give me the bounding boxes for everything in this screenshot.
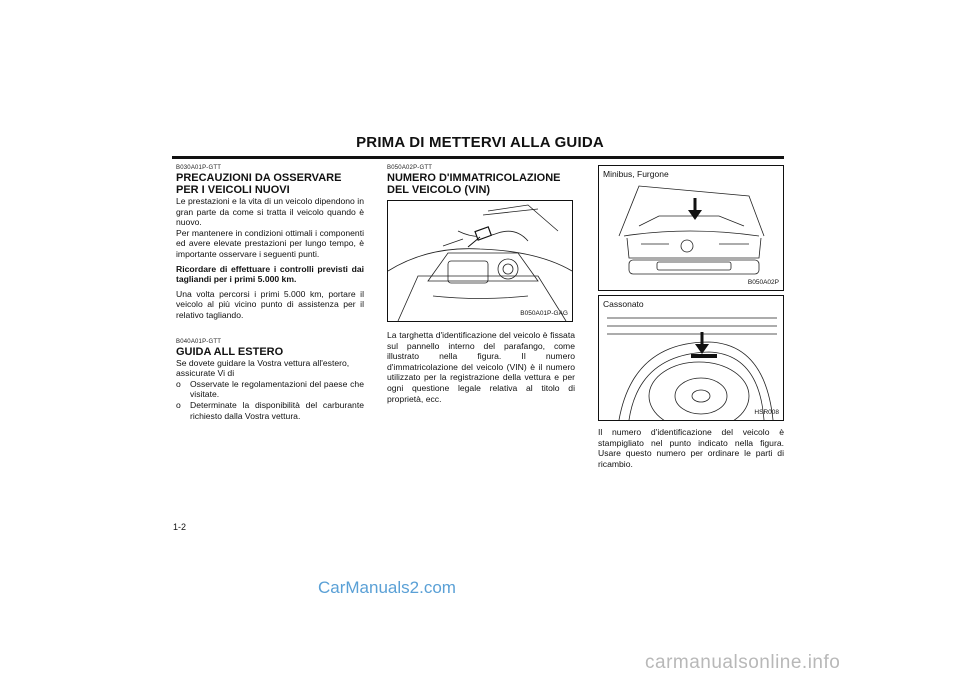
title-rule (172, 156, 784, 159)
paragraph: La targhetta d'identificazione del veicolo è fissata sul pannello interno del parafango, come illustrato nella figura. Il numero d'immatricolazione del veicolo (VIN) è il numero utilizzato per la registrazione della vettura e per ogni questione legale relativa al titolo di proprietà, ecc. (387, 330, 575, 404)
column-1 (176, 165, 364, 421)
bullet-mark: o (176, 378, 181, 389)
section-heading-precauzioni: PRECAUZIONI DA OSSERVARE PER I VEICOLI NUOVI (176, 172, 342, 196)
paragraph-bold: Ricordare di effettuare i controlli previsti dai tagliandi per i primi 5.000 km. (176, 263, 364, 285)
watermark-right[interactable]: carmanualsonline.info (645, 652, 841, 673)
paragraph: Le prestazioni e la vita di un veicolo dipendono in gran parte da come si tratta il veicolo quando è nuovo. (176, 196, 364, 228)
page-title: PRIMA DI METTERVI ALLA GUIDA (356, 134, 604, 151)
minibus-illustration (599, 166, 783, 290)
section-code: B040A01P-GTT (176, 338, 222, 345)
figure-label: Minibus, Furgone (603, 169, 669, 179)
list-item (176, 400, 364, 421)
list-item (176, 379, 364, 400)
paragraph: Per mantenere in condizioni ottimali i componenti ed avere elevate prestazioni per lungo tempo, è importante osservare i seguenti punti. (176, 227, 364, 259)
section-code: B050A02P-GTT (387, 165, 433, 171)
paragraph: Se dovete guidare la Vostra vettura all'estero, assicurate Vi di (176, 357, 350, 379)
bullet-text: Determinate la disponibilità del carburante richiesto dalla Vostra vettura. (190, 399, 364, 421)
paragraph: Una volta percorsi i primi 5.000 km, portare il veicolo al più vicino punto di assistenza per il relativo tagliando. (176, 288, 364, 320)
paragraph: Il numero d'identificazione del veicolo è stampigliato nel punto indicato nella figura. Usare questo numero per ordinare le parti di ricambio. (598, 427, 784, 469)
cassonato-figure (598, 295, 784, 421)
section-code: B030A01P-GTT (176, 165, 222, 171)
figure-code: B050A02P (747, 279, 779, 286)
bullet-mark: o (176, 399, 181, 410)
column-3 (598, 165, 784, 473)
engine-bay-figure (387, 200, 573, 322)
watermark-left[interactable]: CarManuals2.com (318, 578, 456, 597)
bullet-text: Osservate le regolamentazioni del paese che visitate. (190, 378, 364, 400)
figure-code: HSR008 (754, 409, 779, 416)
truck-wheel-illustration (599, 296, 783, 420)
section-heading-guida-estero: GUIDA ALL ESTERO (176, 345, 284, 358)
figure-label: Cassonato (603, 299, 644, 309)
column-2 (387, 165, 575, 408)
page-number: 1-2 (173, 522, 187, 532)
minibus-figure (598, 165, 784, 291)
engine-bay-illustration (388, 201, 572, 321)
bullet-list (176, 379, 364, 421)
section-heading-vin: NUMERO D'IMMATRICOLAZIONE DEL VEICOLO (VIN) (387, 172, 561, 196)
figure-code: B050A01P-GAG (520, 310, 568, 317)
